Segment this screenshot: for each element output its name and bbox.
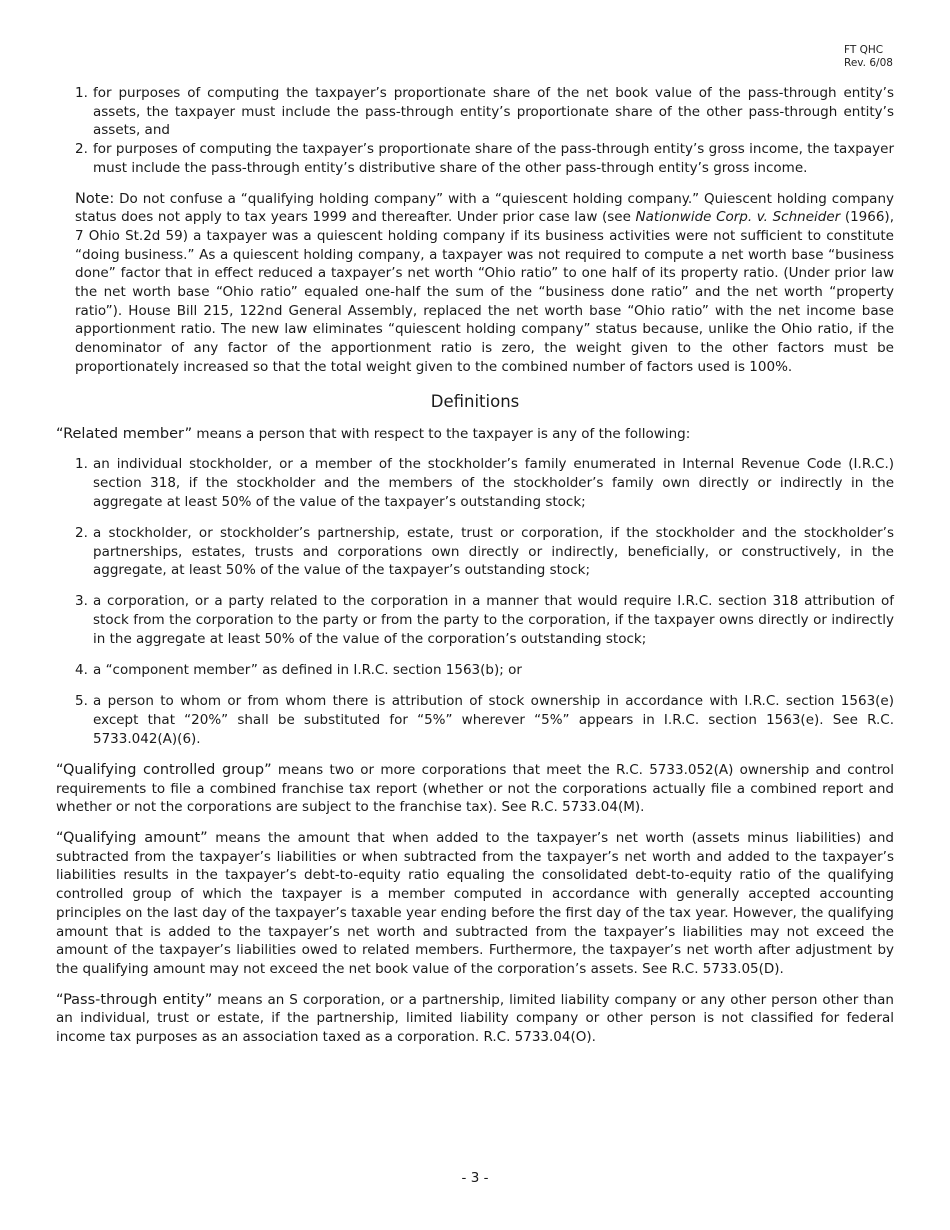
list-item-text: a “component member” as defined in I.R.C. section 1563(b); or — [93, 662, 522, 679]
case-name: Nationwide Corp. v. Schneider — [635, 209, 841, 226]
form-id: FT QHC — [844, 44, 884, 56]
list-item — [75, 692, 894, 748]
qualifying-amount-definition — [56, 829, 894, 979]
list-number: 3. — [75, 593, 88, 610]
list-number: 2. — [75, 141, 88, 158]
form-revision: Rev. 6/08 — [844, 57, 893, 69]
list-item — [75, 661, 894, 680]
pass-through-entity-definition — [56, 991, 894, 1047]
form-header — [844, 44, 893, 70]
list-item — [75, 84, 894, 140]
list-item-text: an individual stockholder, or a member of the stockholder’s family enumerated in Internal Revenue Code (I.R.C.) section 318, if the stockholder and the members of the stockholder’s family own directly or indirectly in the aggregate at least 50% of the value of the taxpayer’s outstanding stock; — [93, 456, 894, 510]
list-item — [75, 592, 894, 648]
note-text-before: Do not confuse a “qualifying holding company” with a “quiescent holding company.” Quiescent holding company status does not apply to tax years 1999 and thereafter. Under prior case law (see — [75, 190, 894, 226]
list-number: 2. — [75, 524, 88, 541]
list-item-text: a person to whom or from whom there is attribution of stock ownership in accordance with I.R.C. section 1563(e) except that “20%” shall be substituted for “5%” wherever “5%” appears in I.R.C. section 1563(e). See R.C. 5733.042(A)(6). — [93, 693, 894, 747]
definition-term: “Qualifying amount” — [56, 830, 208, 846]
definition-term: “Related member” — [56, 425, 193, 442]
list-item — [75, 455, 894, 511]
intro-list — [75, 84, 894, 178]
definition-text: means a person that with respect to the taxpayer is any of the following: — [196, 425, 691, 442]
related-member-definition — [56, 425, 894, 444]
definition-text: means an S corporation, or a partnership, limited liability company or any other person other than an individual, trust or estate, if the partnership, limited liability company or other person is not classified for federal income tax purposes as an association taxed as a corporation. R.C. 5733.04(O). — [56, 991, 894, 1046]
note-text-after: (1966), 7 Ohio St.2d 59) a taxpayer was a quiescent holding company if its business activities were not sufficient to constitute “doing business.” As a quiescent holding company, a taxpayer was not required to compute a net worth base “business done” factor that in effect reduced a taxpayer’s net worth “Ohio ratio” to one half of its property ratio. (Under prior law the net worth base “Ohio ratio” equaled one-half the sum of the “business done ratio” and the net worth “property ratio”). House Bill 215, 122nd General Assembly, replaced the net worth base “Ohio ratio” with the net income base apportionment ratio. The new law eliminates “quiescent holding company” status because, unlike the Ohio ratio, if the denominator of any factor of the apportionment ratio is zero, the weight given to the other factors must be proportionately increased so that the total weight given to the combined number of factors used is 100%. — [75, 209, 894, 375]
note-paragraph — [75, 190, 894, 377]
list-number: 1. — [75, 85, 88, 101]
definition-term: “Pass-through entity” — [56, 991, 213, 1008]
list-item — [75, 524, 894, 580]
definition-text: means two or more corporations that meet the R.C. 5733.052(A) ownership and control requirements to file a combined franchise tax report (whether or not the corporations actually file a combined report and whether or not the corporations are subject to the franchise tax). See R.C. 5733.04(M). — [56, 761, 894, 816]
list-item-text: for purposes of computing the taxpayer’s proportionate share of the net book value of the pass-through entity’s assets, the taxpayer must include the pass-through entity’s proportionate share of the other pass-through entity’s assets, and — [93, 85, 894, 139]
definition-term: “Qualifying controlled group” — [56, 761, 272, 778]
definitions-heading: Definitions — [430, 391, 520, 411]
qualifying-controlled-group-definition — [56, 761, 894, 817]
page-number: - 3 - — [461, 1170, 489, 1186]
related-member-list — [75, 455, 894, 748]
list-number: 4. — [75, 662, 88, 679]
list-number: 1. — [75, 456, 88, 473]
list-item — [75, 140, 894, 177]
note-label: Note: — [75, 190, 115, 207]
page-body — [56, 84, 894, 1059]
list-item-text: for purposes of computing the taxpayer’s proportionate share of the pass-through entity’s gross income, the taxpayer must include the pass-through entity’s distributive share of the other pass-through entity’s gross income. — [93, 141, 894, 176]
list-item-text: a corporation, or a party related to the corporation in a manner that would require I.R.C. section 318 attribution of stock from the corporation to the party or from the party to the corporation, if the taxpayer owns directly or indirectly in the aggregate at least 50% of the value of the corporation’s outstanding stock; — [93, 593, 894, 647]
list-item-text: a stockholder, or stockholder’s partnership, estate, trust or corporation, if the stockholder and the stockholder’s partnerships, estates, trusts and corporations own directly or indirectly, beneficially, or constructively, in the aggregate, at least 50% of the value of the taxpayer’s outstanding stock; — [93, 524, 894, 579]
list-number: 5. — [75, 693, 88, 710]
definition-text: means the amount that when added to the taxpayer’s net worth (assets minus liabilities) and subtracted from the taxpayer’s liabilities or when subtracted from the taxpayer’s net worth and added to the taxpayer’s liabilities results in the taxpayer’s debt-to-equity ratio equaling the consolidated debt-to-equity ratio of the qualifying controlled group of which the taxpayer is a member computed in accordance with generally accepted accounting principles on the last day of the taxpayer’s taxable year ending before the first day of the tax year. However, the qualifying amount that is added to the taxpayer’s net worth and subtracted from the taxpayer’s liabilities may not exceed the amount of the taxpayer’s liabilities owed to related members. Furthermore, the taxpayer’s net worth after adjustment by the qualifying amount may not exceed the net book value of the corporation’s assets. See R.C. 5733.05(D). — [56, 830, 895, 977]
